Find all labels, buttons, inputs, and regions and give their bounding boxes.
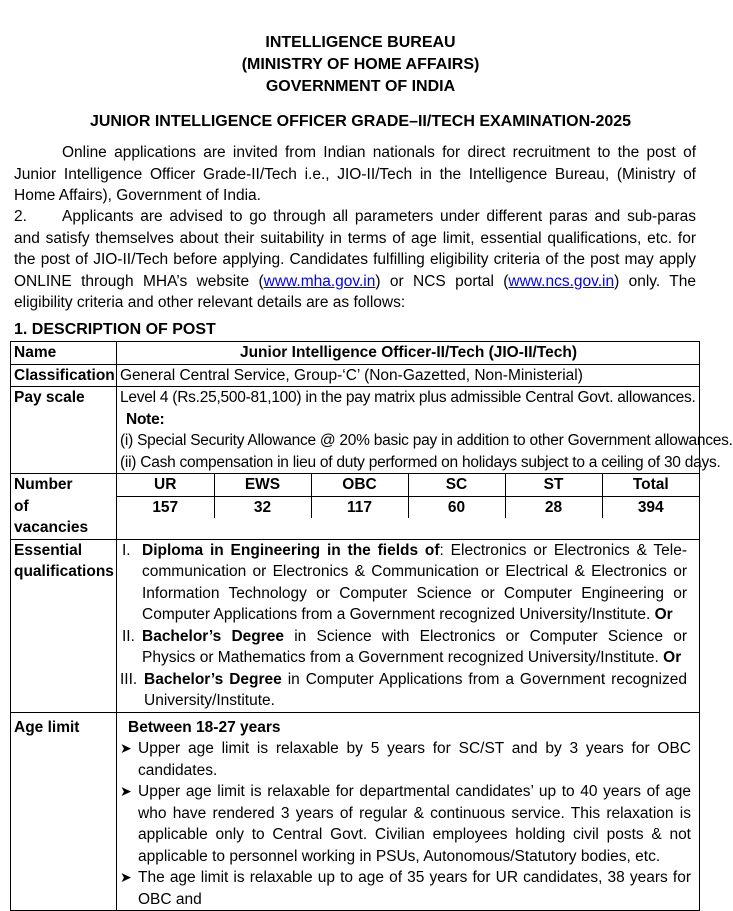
qualification-item — [120, 669, 687, 712]
row-pay-scale — [11, 387, 700, 474]
intro-text: Online applications are invited from Indian nationals for direct recruitment to the post of Junior Intelligence Officer Grade-II/Tech i.e., JIO-II/Tech in the Intelligence Bureau, (Ministry of Home Affairs), Government of India. — [14, 144, 696, 204]
vacancies-header-row — [117, 474, 699, 496]
exam-title: JUNIOR INTELLIGENCE OFFICER GRADE–II/TECH EXAMINATION-2025 — [89, 113, 632, 130]
qualification-item — [120, 540, 687, 626]
age-point — [120, 867, 691, 910]
vacancy-value-ews: 32 — [214, 496, 311, 518]
vacancies-label-word-2: vacancies — [14, 519, 89, 536]
row-classification — [11, 364, 700, 387]
row-name — [11, 342, 700, 365]
qualification-text — [142, 626, 687, 669]
qualifications-cell — [117, 539, 700, 712]
qualification-item — [120, 626, 687, 669]
age-point-text: Upper age limit is relaxable by 5 years for SC/ST and by 3 years for OBC candidates. — [138, 740, 691, 779]
age-cell — [117, 712, 700, 911]
classification-label: Classification — [11, 364, 117, 387]
qualification-bold: Bachelor’s Degree — [142, 627, 285, 645]
para2-text-a: Applicants are advised to go through all parameters under different paras and sub-paras and satisfy themselves about their suitability in terms of age limit, essential qualifications, etc. for the post of JIO-II/Tech before applying. Candidates fulfilling eligibility criteria of the post may apply ONLINE through MHA’s website ( — [14, 208, 696, 290]
vacancy-header-ur: UR — [117, 474, 214, 496]
age-point-text: The age limit is relaxable up to age of 35 years for UR candidates, 38 years for OBC and — [138, 869, 691, 908]
vacancy-header-st: ST — [505, 474, 602, 496]
pay-note-1: (i) Special Security Allowance @ 20% basic pay in addition to other Government allowances. — [120, 432, 733, 449]
intro-paragraph — [14, 142, 696, 207]
pay-label: Pay scale — [11, 387, 117, 474]
vacancy-header-sc: SC — [408, 474, 505, 496]
arrow-bullet-icon: ➤ — [120, 869, 132, 885]
qualification-bold: Bachelor’s Degree — [144, 670, 282, 688]
post-description-table — [10, 341, 733, 911]
header-org: INTELLIGENCE BUREAU — [265, 34, 456, 51]
paragraph-number: 2. — [14, 208, 27, 225]
age-point — [120, 738, 691, 781]
header-government: GOVERNMENT OF INDIA — [265, 78, 456, 95]
qualification-bold: Diploma in Engineering in the fields of — [142, 541, 440, 559]
vacancy-value-st: 28 — [505, 496, 602, 518]
section-title: 1. DESCRIPTION OF POST — [14, 321, 216, 338]
vacancy-value-obc: 117 — [311, 496, 408, 518]
vacancies-label — [11, 474, 117, 540]
qualification-text — [142, 540, 687, 626]
pay-note-2: (ii) Cash compensation in lieu of duty performed on holidays subject to a ceiling of 30 days. — [120, 453, 721, 471]
row-age-limit — [11, 712, 700, 911]
vacancies-table — [117, 474, 699, 518]
qualifications-label-2: qualifications — [14, 563, 114, 580]
row-qualifications — [11, 539, 700, 712]
vacancies-value-row — [117, 496, 699, 518]
arrow-bullet-icon: ➤ — [120, 783, 132, 799]
qualification-detail: in Science with Electronics or Computer Science or Physics or Mathematics from a Government recognized University/Institute. — [142, 627, 687, 666]
name-value: Junior Intelligence Officer-II/Tech (JIO-II/Tech) — [117, 342, 700, 365]
vacancies-cell — [117, 474, 700, 540]
para2-text-c: ) only. The eligibility criteria and other relevant details are as follows: — [14, 272, 696, 311]
vacancy-header-ews: EWS — [214, 474, 311, 496]
header-ministry: (MINISTRY OF HOME AFFAIRS) — [241, 56, 480, 73]
row-vacancies — [11, 474, 700, 540]
qualification-or: Or — [663, 649, 682, 666]
eligibility-paragraph — [14, 206, 696, 314]
mha-website-link[interactable]: www.mha.gov.in — [263, 272, 376, 290]
arrow-bullet-icon: ➤ — [120, 740, 132, 756]
qualifications-label — [11, 539, 117, 712]
vacancy-value-total: 394 — [602, 496, 699, 518]
vacancy-value-ur: 157 — [152, 498, 179, 516]
age-label: Age limit — [11, 712, 117, 911]
pay-note-title: Note: — [126, 410, 165, 428]
name-label: Name — [11, 342, 117, 365]
qualifications-label-1: Essential — [14, 541, 83, 559]
qualification-number: II. — [122, 627, 135, 645]
age-range: Between 18-27 years — [128, 718, 281, 736]
qualification-detail: : Electronics or Electronics & Tele-communication or Electronics & Communication or Electrical & Electronics or Information Technology or Computer Science or Computer Engineering or Computer Applications from a Government recognized University/Institute. — [142, 541, 687, 623]
vacancies-label-word-1: Number of — [14, 476, 73, 515]
qualification-number: III. — [120, 670, 138, 688]
ncs-portal-link[interactable]: www.ncs.gov.in — [508, 272, 615, 290]
qualification-text — [144, 669, 687, 712]
qualification-number: I. — [122, 541, 131, 559]
document-header — [0, 32, 721, 98]
vacancy-header-obc: OBC — [311, 474, 408, 496]
para2-text-b: ) or NCS portal ( — [375, 272, 509, 290]
vacancy-value-sc: 60 — [408, 496, 505, 518]
qualification-detail: in Computer Applications from a Government recognized University/Institute. — [144, 670, 687, 709]
classification-value: General Central Service, Group-‘C’ (Non-Gazetted, Non-Ministerial) — [117, 364, 700, 387]
pay-value: Level 4 (Rs.25,500-81,100) in the pay matrix plus admissible Central Govt. allowances. — [120, 389, 696, 406]
age-point-text: Upper age limit is relaxable for departmental candidates’ up to 40 years of age who have rendered 3 years of regular & continuous service. This relaxation is applicable only to Central Govt. Civilian employees holding civil posts & not applicable to personnel working in PSUs, Autonomous/Statutory bodies, etc. — [138, 783, 691, 865]
qualification-or: Or — [654, 606, 673, 623]
age-point — [120, 781, 691, 867]
vacancy-header-total: Total — [602, 474, 699, 496]
pay-cell — [117, 387, 733, 474]
